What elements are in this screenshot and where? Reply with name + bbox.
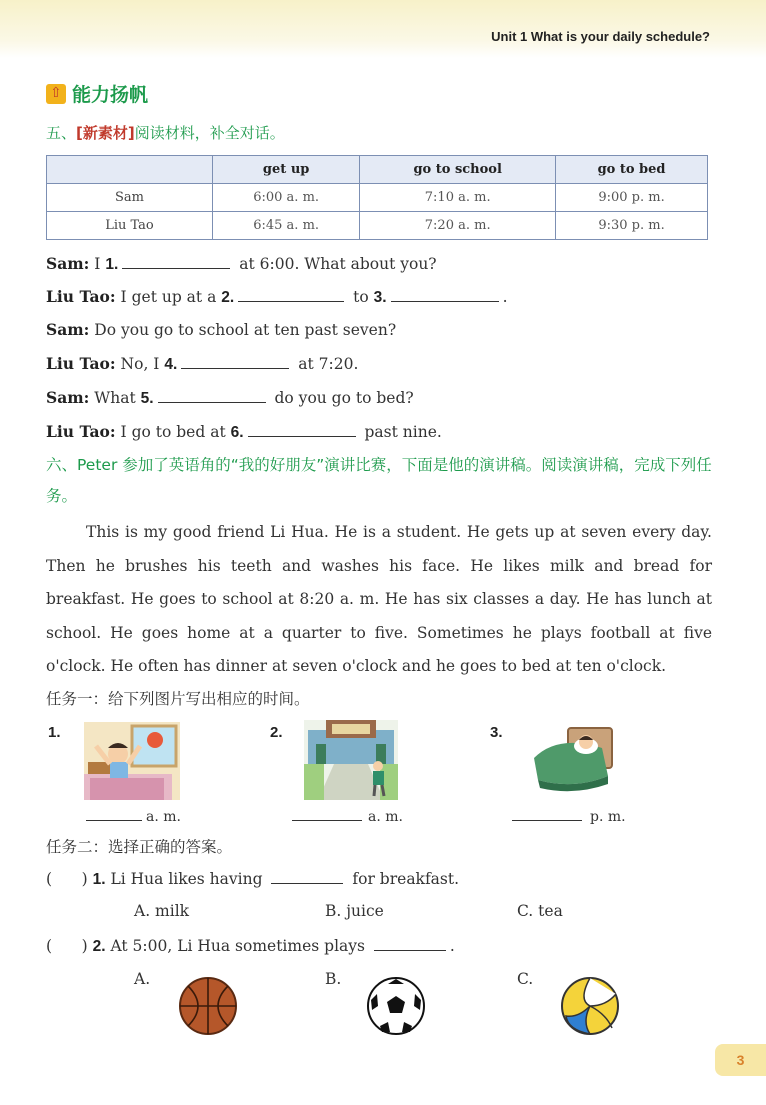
- line-text: .: [502, 288, 508, 306]
- answer-parenthesis[interactable]: ( ): [46, 937, 88, 955]
- question-5-text: 阅读材料，补全对话。: [134, 124, 285, 142]
- answer-blank[interactable]: [86, 806, 142, 821]
- section-title: 能力扬帆: [72, 84, 149, 106]
- waking-up-picture: [84, 722, 180, 800]
- question-text: for breakfast.: [352, 870, 460, 888]
- task-2-title: 任务二：选择正确的答案。: [46, 838, 233, 856]
- line-text: I go to bed at: [120, 423, 226, 441]
- answer-line: [292, 806, 403, 825]
- page-number: 3: [715, 1044, 766, 1076]
- line-text: at 7:20.: [298, 355, 359, 373]
- speaker: Liu Tao:: [46, 422, 116, 441]
- table-cell: 7:20 a. m.: [360, 212, 556, 240]
- answer-blank[interactable]: [292, 806, 362, 821]
- dialogue-line: [46, 287, 508, 307]
- table-cell: 9:00 p. m.: [556, 184, 708, 212]
- answer-line: [86, 806, 181, 825]
- table-header-cell: [47, 156, 213, 184]
- table-cell: 7:10 a. m.: [360, 184, 556, 212]
- table-cell: 9:30 p. m.: [556, 212, 708, 240]
- answer-blank[interactable]: [512, 806, 582, 821]
- dialogue-line: [46, 422, 442, 442]
- table-cell: Sam: [47, 184, 213, 212]
- question-5-number: 五、: [46, 124, 77, 142]
- answer-blank[interactable]: [248, 422, 356, 437]
- dialogue-line: [46, 388, 414, 408]
- speaker: Sam:: [46, 320, 90, 339]
- table-header-cell: go to school: [360, 156, 556, 184]
- table-row: [47, 184, 708, 212]
- line-text: at 6:00. What about you?: [239, 255, 437, 273]
- option-c[interactable]: C. tea: [517, 902, 563, 920]
- speaker: Sam:: [46, 388, 90, 407]
- mc-question-2: [46, 936, 455, 956]
- table-header-cell: go to bed: [556, 156, 708, 184]
- line-text: do you go to bed?: [274, 389, 414, 407]
- table-cell: 6:45 a. m.: [213, 212, 360, 240]
- answer-blank[interactable]: [238, 287, 344, 302]
- line-text: What: [94, 389, 136, 407]
- section-heading: [46, 80, 148, 107]
- question-text: At 5:00, Li Hua sometimes plays: [110, 937, 365, 955]
- option-a[interactable]: A. milk: [134, 902, 190, 920]
- question-text: .: [449, 937, 455, 955]
- mc-question-1: [46, 869, 459, 889]
- table-row: [47, 212, 708, 240]
- going-to-school-picture: [304, 720, 398, 800]
- speaker: Liu Tao:: [46, 287, 116, 306]
- unit-title: Unit 1 What is your daily schedule?: [491, 29, 710, 44]
- basketball-icon: [178, 976, 238, 1036]
- question-5-instruction: [46, 122, 285, 143]
- table-header-cell: get up: [213, 156, 360, 184]
- question-number: 2.: [92, 938, 106, 955]
- answer-blank[interactable]: [122, 254, 230, 269]
- table-cell: 6:00 a. m.: [213, 184, 360, 212]
- blank-number: 2.: [221, 289, 235, 306]
- line-text: Do you go to school at ten past seven?: [94, 321, 397, 339]
- blank-number: 3.: [373, 289, 387, 306]
- up-arrow-badge-icon: ⇧: [46, 84, 66, 104]
- time-suffix: p. m.: [590, 809, 626, 825]
- option-b[interactable]: B. juice: [325, 902, 384, 920]
- time-suffix: a. m.: [368, 809, 403, 825]
- option-a[interactable]: A.: [134, 970, 151, 988]
- line-text: I: [94, 255, 101, 273]
- question-text: Li Hua likes having: [110, 870, 263, 888]
- picture-number: 1.: [48, 724, 61, 741]
- task-1-title: 任务一：给下列图片写出相应的时间。: [46, 690, 310, 708]
- table-header-row: [47, 156, 708, 184]
- blank-number: 6.: [230, 424, 244, 441]
- line-text: past nine.: [364, 423, 442, 441]
- line-text: to: [353, 288, 369, 306]
- question-6-instruction: 六、Peter 参加了英语角的“我的好朋友”演讲比赛，下面是他的演讲稿。阅读演讲稿，完成下列任务。: [46, 456, 712, 505]
- line-text: No, I: [120, 355, 160, 373]
- dialogue-line: [46, 354, 358, 374]
- answer-parenthesis[interactable]: ( ): [46, 870, 88, 888]
- schedule-table: [46, 155, 708, 240]
- going-to-bed-picture: [528, 724, 614, 794]
- speaker: Liu Tao:: [46, 354, 116, 373]
- passage: This is my good friend Li Hua. He is a student. He gets up at seven every day. Then he brushes his teeth and washes his face. He likes milk and bread for breakfast. He goes to school at 8:20 a. m. He has six classes a day. He has lunch at school. He goes home at a quarter to five. Sometimes he plays football at five o'clock. He often has dinner at seven o'clock and he goes to bed at ten o'clock.: [46, 523, 712, 675]
- blank-number: 5.: [140, 390, 154, 407]
- answer-line: [512, 806, 626, 825]
- time-suffix: a. m.: [146, 809, 181, 825]
- question-number: 1.: [92, 871, 106, 888]
- answer-blank[interactable]: [158, 388, 266, 403]
- dialogue-line: [46, 254, 437, 274]
- picture-number: 2.: [270, 724, 283, 741]
- football-icon: [366, 976, 426, 1036]
- blank-number: 4.: [164, 356, 178, 373]
- dialogue-line: [46, 320, 396, 339]
- answer-blank[interactable]: [271, 869, 343, 884]
- answer-blank[interactable]: [181, 354, 289, 369]
- table-cell: Liu Tao: [47, 212, 213, 240]
- option-b[interactable]: B.: [325, 970, 342, 988]
- blank-number: 1.: [105, 256, 119, 273]
- volleyball-icon: [560, 976, 620, 1036]
- picture-number: 3.: [490, 724, 503, 741]
- answer-blank[interactable]: [391, 287, 499, 302]
- new-material-tag: [新素材]: [76, 124, 135, 142]
- line-text: I get up at a: [120, 288, 217, 306]
- speaker: Sam:: [46, 254, 90, 273]
- option-c[interactable]: C.: [517, 970, 534, 988]
- answer-blank[interactable]: [374, 936, 446, 951]
